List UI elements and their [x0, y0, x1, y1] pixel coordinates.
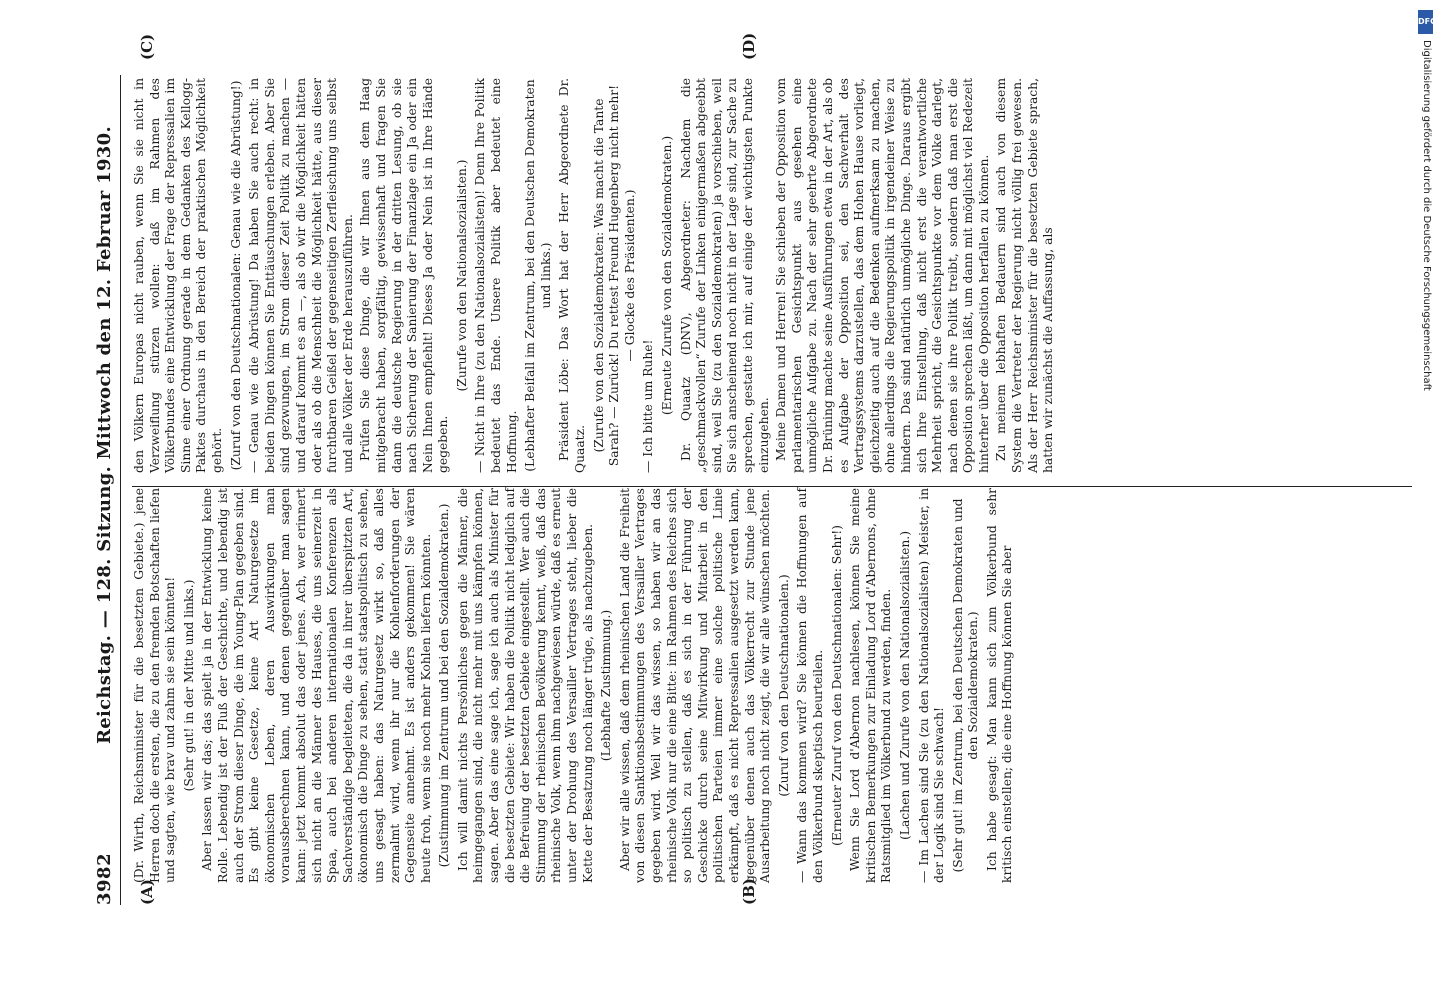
reichstag-protocol-page — [90, 32, 1430, 905]
page-number: 3982 — [94, 852, 115, 905]
interjection: (Zuruf von den Deutschnationalen: Genau wie die Abrüstung!) — [228, 80, 243, 471]
page-header — [90, 75, 118, 905]
paragraph: Aber lassen wir das; das spielt ja in der Entwicklung keine Rolle. Lebendig ist der Fluß der Geschichte, und lebendig ist auch der Strom dieser Dinge, die im Young-Plan gegeben sind. Es gibt keine Gesetze, keine Art Naturgesetze im ökonomischen Leben, deren Auswirkungen man voraussberechnen kann, und denen gegenüber man sagen kann: jetzt kommt absolut das oder jenes. Ach, wer erinnert sich nicht an die Männer des Hauses, die uns seinerzeit in Spaa, auch bei anderen internationalen Konferenzen als Sachverständige begleiteten, die da in ihrer überspitzten Art, ökonomisch die Dinge zu sehen, statt staatspolitisch zu sehen, uns gesagt haben: das Naturgesetz wirkt so, daß alles zermalmt wird, wenn ihr nur die Kohlenforderungen der Gegenseite annehmt. Es ist anders gekommen! Sie wären heute froh, wenn sie noch mehr Kohlen liefern könnten. — [200, 488, 433, 883]
paragraph: Aber wir alle wissen, daß dem rheinischen Land die Freiheit von diesen Sanktionsbestimmungen des Versailler Vertrages gegeben wird. Weil wir das wissen, so haben wir an das rheinische Volk nur die eine Bitte: im Rahmen des Reiches sich so politisch zu stellen, daß es sich in der Führung der Geschicke durch seine Mitwirkung und Mitarbeit in den politischen Parteien immer eine solche politische Linie erkämpft, daß es nicht Repressalien ausgesetzt werden kann, gegenüber denen auch das Völkerrecht zur Stunde jene Ausarbeitung noch nicht zeigt, die wir alle wünschen möchten. — [617, 488, 773, 883]
right-column — [132, 78, 1422, 473]
paragraph: Prüfen Sie diese Dinge, die wir Ihnen aus dem Haag mitgebracht haben, sorgfältig, gewissenhaft und fragen Sie dann die deutsche Regierung in der dritten Lesung, ob sie nach Sicherung der Sanierung der Finanzlage ein Ja oder ein Nein Ihnen empfiehlt! Dieses Ja oder Nein ist in Ihre Hände gegeben. — [358, 78, 451, 473]
speaker-paragraph: Präsident Löbe: Das Wort hat der Herr Abgeordnete Dr. Quaatz. — [557, 78, 588, 473]
paragraph: — Genau wie die Abrüstung! Da haben Sie auch recht: in beiden Dingen können Sie Enttäuschungen erleben. Aber Sie sind gezwungen, im Strom dieser Zeit Politik zu machen — und darauf kommt es an —, als ob wir die Möglichkeit hätten oder als ob die Menschheit die Möglichkeit hätte, aus dieser furchtbaren Geißel der gegenseitigen Zerfleischung uns selbst und alle Völker der Erde herauszuführen. — [247, 78, 355, 473]
column-divider — [132, 486, 1412, 487]
speaker-paragraph: Dr. Quaatz (DNV), Abgeordneter: Nachdem die „geschmackvollen“ Zurufe der Linken einigermaßen abgeebbt sind, weil Sie (zu den Sozialdemokraten) ja vorschieben, weil Sie sich anscheinend noch nicht in der Lage sind, zur Sache zu sprechen, gestatte ich mir, auf einige der wichtigsten Punkte einzugehen. — [678, 78, 771, 473]
paragraph: Ich will damit nichts Persönliches gegen die Männer, die heimgegangen sind, die nicht mehr mit uns kämpfen können, sagen. Aber das eine sage ich, sage ich auch als Minister für die besetzten Gebiete: Wir haben die Politik nicht lediglich auf die Befreiung der besetzten Gebiete eingestellt. Wer auch die Stimmung der rheinischen Bevölkerung kennt, weiß, daß das rheinische Volk, wenn ihm nachgewiesen würde, daß es erneut unter der Drohung des Versailler Vertrages steht, lieber die Kette der Besatzung noch länger trüge, als nachzugeben. — [455, 488, 595, 883]
paragraph: — Ich bitte um Ruhe! — [641, 339, 656, 473]
paragraph: — Nicht in Ihre (zu den Nationalsozialisten)! Denn Ihre Politik bedeutet das Ende. Unsere Politik aber bedeutet eine Hoffnung. — [473, 78, 519, 473]
interjection: (Zustimmung im Zentrum und bei den Sozialdemokraten.) — [437, 503, 452, 868]
interjection: (Lachen und Zurufe von den Nationalsozialisten.) — [897, 531, 912, 841]
interjection: (Sehr gut! in der Mitte und links.) — [181, 579, 196, 792]
margin-letter-b: (B) — [740, 878, 758, 905]
margin-letter-a: (A) — [138, 879, 156, 905]
dfg-logo: DFG — [1418, 10, 1433, 34]
left-column — [132, 488, 1422, 883]
page-title: Reichstag. — 128. Sitzung. Mittwoch den 12. Februar 1930. — [94, 125, 115, 745]
margin-letter-c: (C) — [138, 33, 156, 60]
funding-notice: Digitalisierung gefördert durch die Deutsche Forschungsgemeinschaft — [1421, 40, 1432, 391]
interjection: (Sehr gut! im Zentrum, bei den Deutschen Demokraten und den Sozialdemokraten.) — [950, 498, 981, 873]
paragraph: Ich habe gesagt: Man kann sich zum Völkerbund sehr kritisch einstellen; die eine Hoffnung können Sie aber — [984, 488, 1015, 883]
header-rule — [120, 75, 121, 905]
interjection: (Erneute Zurufe von den Sozialdemokraten.) — [660, 135, 674, 416]
interjection: (Erneuter Zuruf von den Deutschnationalen: Sehr!) — [829, 525, 844, 846]
paragraph: Zu meinem lebhaften Bedauern sind auch von diesem System die Vertreter der Regierung nicht völlig frei gewesen. Als der Herr Reichsminister für die besetzten Gebiete sprach, hatten wir zunächst die Auffassung, als — [994, 78, 1056, 473]
paragraph: (Dr. Wirth, Reichsminister für die besetzten Gebiete.) jene Herren doch die ersten, die zu den fremden Botschaften liefen und sagten, wie brav und zahm sie sein könnten! — [132, 488, 178, 883]
paragraph: Meine Damen und Herren! Sie schieben der Opposition vom parlamentarischen Gesichtspunkt aus gesehen eine unmögliche Aufgabe zu. Nach der sehr geehrte Abgeordnete Dr. Brüning machte seine Ausführungen etwa in der Art, als ob es Aufgabe der Opposition sei, den Sachverhalt des Vertragssystems darzustellen, das dem Hohen Hause vorliegt, gleichzeitig auch auf die Bedenken aufmerksam zu machen, ohne allerdings die Regierungspolitik in irgendeiner Weise zu hindern. Das sind natürlich unmögliche Dinge. Daraus ergibt sich Ihre Einstellung, daß nicht erst die verantwortliche Mehrheit spricht, die Gesichtspunkte vor dem Volke darlegt, nach denen sie ihre Politik treibt, sondern daß man erst die Opposition sprechen läßt, um dann mit möglichst viel Redezeit hinterher über die Opposition herfallen zu können. — [774, 78, 991, 473]
paragraph: — Wann das kommen wird? Sie können die Hoffnungen auf den Völkerbund skeptisch beurteilen. — [795, 488, 825, 883]
digitization-stamp — [1418, 10, 1437, 810]
paragraph: Wenn Sie Lord d'Abernon nachlesen, können Sie meine kritischen Bemerkungen zur Einladung Lord d'Abernons, ohne Ratsmitglied im Völkerbund zu werden, finden. — [848, 488, 894, 883]
interjection: (Zurufe von den Sozialdemokraten: Was macht die Tante Sarah? — Zurück! Du rettest Freund Hugenberg nicht mehr! — Glocke des Präsidenten.) — [591, 84, 637, 467]
interjection: (Lebhafte Zustimmung.) — [599, 609, 614, 762]
paragraph: — Im Lachen sind Sie (zu den Nationalsozialisten) Meister, in der Logik sind Sie schwach! — [916, 488, 947, 883]
interjection: (Zuruf von den Deutschnationalen.) — [776, 574, 791, 797]
interjection: (Lebhafter Beifall im Zentrum, bei den Deutschen Demokraten und links.) — [523, 79, 553, 472]
interjection: (Zurufe von den Nationalsozialisten.) — [454, 159, 469, 392]
paragraph: den Völkern Europas nicht rauben, wenn Sie sie nicht in Verzweiflung stürzen wollen: daß im Rahmen des Völkerbundes eine Entwicklung der Frage der Repressalien im Sinne einer Ordnung gerade in dem Gedanken des Kellogg-Paktes durchaus in den Bereich der praktischen Möglichkeit gehört. — [132, 78, 224, 473]
margin-letter-d: (D) — [740, 32, 758, 60]
